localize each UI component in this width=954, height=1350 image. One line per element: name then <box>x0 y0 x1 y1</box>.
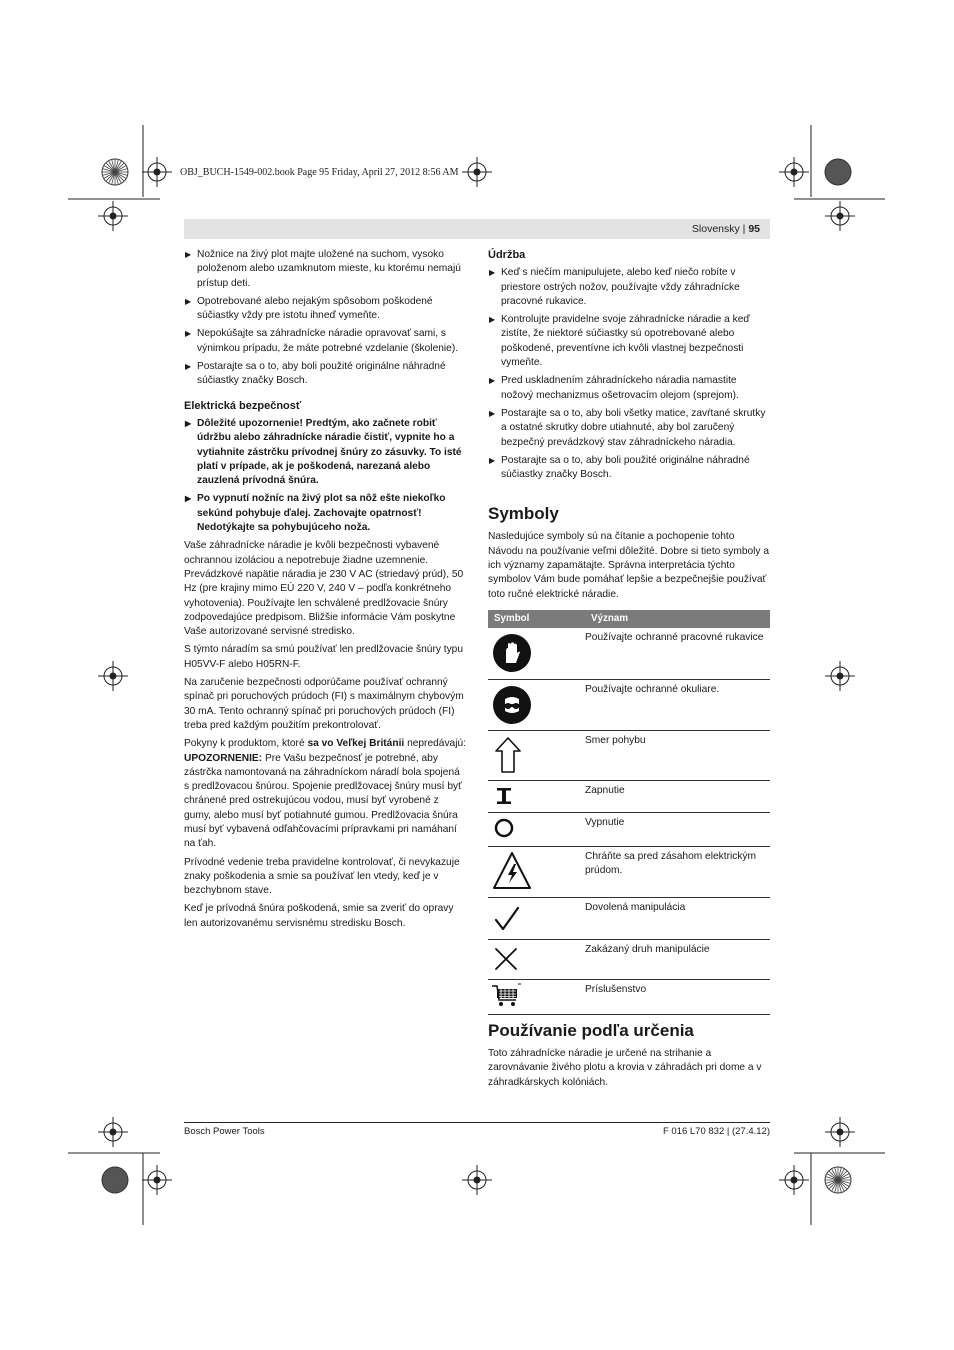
header-language: Slovensky | <box>691 223 749 235</box>
list-item: ▶ Keď s niečím manipulujete, alebo keď niečo robíte v priestore ostrých nožov, používajte vždy záhradnícke pracovné rukavice. <box>489 267 740 307</box>
list-item: ▶ Pred uskladnením záhradníckeho náradia namastite nožový mechanizmus ošetrovacím olejom (sprejom). <box>489 375 739 401</box>
paragraph: UPOZORNENIE: Pre Vašu bezpečnosť je potrebné, aby zástrčka namontovaná na záhradníckom náradí bola spojená s predlžovacou šnúrou. Spojenie predlžovacej šnúry musí byť chránené pred ostrekujúcou vodou, musí byť vyrobené z gumy, alebo musí byť potiahnuté gumou. Predlžovacia šnúra musí byť vybavená odľahčovacími prípravkami pri namáhaní na ťah. <box>184 752 462 850</box>
table-row <box>488 730 770 780</box>
symbol-meaning: Používajte ochranné okuliare. <box>585 679 770 730</box>
footer-divider <box>184 1122 770 1123</box>
goggles-icon <box>492 685 532 725</box>
symbols-intro: Nasledujúce symboly sú na čítanie a pochopenie tohto Návodu na používanie veľmi dôležité. Dobre si tieto symboly a ich významy zapamätajte. Správna interpretácia týchto symbolov Vám bude pomáhať lepšie a bezpečnejšie používať toto ručné elektrické náradie. <box>488 531 770 600</box>
paragraph: Keď je prívodná šnúra poškodená, smie sa zveriť do opravy len autorizovanému servisnému stredisku Bosch. <box>184 903 454 929</box>
table-row <box>488 940 770 979</box>
footer-brand: Bosch Power Tools <box>184 1126 265 1137</box>
paragraph: Na zaručenie bezpečnosti odporúčame používať ochranný spínač pri poruchových prúdoch (FI) s maximálnym chybovým 30 mA. Tento ochranný spínač pri poruchových prúdoch (FI) treba pred každým použitím prekontrolovať. <box>184 677 464 731</box>
list-item: ▶ Kontrolujte pravidelne svoje záhradnícke náradie a keď zistíte, že niektoré súčiastky sú opotrebované alebo poškodené, preventívne ich kvôli vlastnej bezpečnosti vymeňte. <box>489 314 750 369</box>
intended-use-text: Toto záhradnícke náradie je určené na strihanie a zarovnávanie živého plotu a krovia v záhradách pri dome a v záhradkárskych kolóniách. <box>488 1047 762 1088</box>
electrical-safety-heading: Elektrická bezpečnosť <box>184 399 302 412</box>
direction-arrow-icon <box>494 735 524 775</box>
page-header <box>184 219 770 239</box>
gloves-icon <box>492 633 532 673</box>
table-row <box>488 781 770 813</box>
symbol-meaning: Vypnutie <box>585 813 770 846</box>
book-meta-line: OBJ_BUCH-1549-002.book Page 95 Friday, April 27, 2012 8:56 AM <box>180 167 459 178</box>
header-language-page <box>692 223 760 235</box>
table-row <box>488 979 770 1014</box>
page-number: 95 <box>748 223 760 235</box>
right-column <box>488 248 770 1094</box>
paragraph: Prívodné vedenie treba pravidelne kontrolovať, či nevykazuje znaky poškodenia a smie sa používať len vtedy, keď je v bezchybnom stave. <box>184 856 460 897</box>
table-row <box>488 846 770 897</box>
table-row <box>488 628 770 679</box>
electric-shock-icon <box>491 850 533 892</box>
list-item: ▶ Postarajte sa o to, aby boli všetky matice, zavŕtané skrutky a ostatné skrutky dobre utiahnuté, aby bol zaručený bezpečný prevádzkový stav záhradníckeho náradia. <box>489 407 766 448</box>
maintenance-heading: Údržba <box>488 249 526 261</box>
column-header-symbol: Symbol <box>488 610 585 628</box>
paragraph: S týmto náradím sa smú používať len predlžovacie šnúry typu H05VV-F alebo H05RN-F. <box>184 644 464 670</box>
symbols-heading: Symboly <box>488 504 559 524</box>
table-row <box>488 679 770 730</box>
check-icon <box>492 904 522 934</box>
symbol-meaning: Zapnutie <box>585 781 770 813</box>
list-item: ▶ Postarajte sa o to, aby boli použité originálne náhradné súčiastky značky Bosch. <box>489 454 750 481</box>
list-item: ▶ Nepokúšajte sa záhradnícke náradie opravovať sami, s výnimkou prípadu, že máte potrebné vzdelanie (školenie). <box>185 328 459 354</box>
cross-icon <box>492 945 520 973</box>
symbol-meaning: Zakázaný druh manipulácie <box>585 940 770 979</box>
symbol-meaning: Príslušenstvo <box>585 979 770 1014</box>
symbols-table <box>488 610 770 1015</box>
symbol-meaning: Používajte ochranné pracovné rukavice <box>585 628 770 679</box>
rosette-mark <box>825 159 851 185</box>
switch-on-icon <box>493 785 515 807</box>
intended-use-heading: Používanie podľa určenia <box>488 1020 694 1040</box>
left-column <box>184 248 466 935</box>
symbol-meaning: Dovolená manipulácia <box>585 898 770 940</box>
rosette-mark <box>102 1167 128 1193</box>
symbol-meaning: Chráňte sa pred zásahom elektrickým prúdom. <box>585 846 770 897</box>
switch-off-icon <box>492 816 516 840</box>
list-item: ▶ Po vypnutí nožníc na živý plot sa nôž ešte niekoľko sekúnd pohybuje ďalej. Zachovajte opatrnosť! Nedotýkajte sa pohybujúceho noža. <box>185 493 446 534</box>
footer-doc-number: F 016 L70 832 | (27.4.12) <box>662 1126 770 1137</box>
list-item: ▶ Opotrebované alebo nejakým spôsobom poškodené súčiastky vždy pre istotu ihneď vymeňte. <box>185 295 433 322</box>
list-item: ▶ Dôležité upozornenie! Predtým, ako začnete robiť údržbu alebo záhradnícke náradie čistiť, vypnite ho a vytiahnite zástrčku prívodnej šnúry zo zásuvky. To isté platí v prípade, ak je poškodená, narezaná alebo zauzlená prívodná šnúra. <box>185 417 462 487</box>
list-item: ▶ Nožnice na živý plot majte uložené na suchom, vysoko položenom alebo uzamknutom mieste, ku ktorému nemajú prístup deti. <box>185 249 461 289</box>
table-row <box>488 813 770 846</box>
table-row <box>488 898 770 940</box>
paragraph: Pokyny k produktom, ktoré sa vo Veľkej Británii nepredávajú: <box>184 738 466 750</box>
cart-icon <box>491 983 523 1009</box>
paragraph: Vaše záhradnícke náradie je kvôli bezpečnosti vybavené ochrannou izoláciou a nepotrebuje žiadne uzemnenie. Prevádzkové napätie náradia je 230 V AC (striedavý prúd), 50 Hz (pre krajiny mimo EÚ 220 V, 240 V – podľa konkrétneho vyhotovenia). Používajte len schválené predlžovacie šnúry zodpovedajúce predpisom. Bližšie informácie Vám poskytne Vaše autorizované servisné stredisko. <box>184 540 464 638</box>
column-header-meaning: Význam <box>585 610 770 628</box>
list-item: ▶ Postarajte sa o to, aby boli použité originálne náhradné súčiastky značky Bosch. <box>185 361 446 387</box>
symbol-meaning: Smer pohybu <box>585 730 770 780</box>
